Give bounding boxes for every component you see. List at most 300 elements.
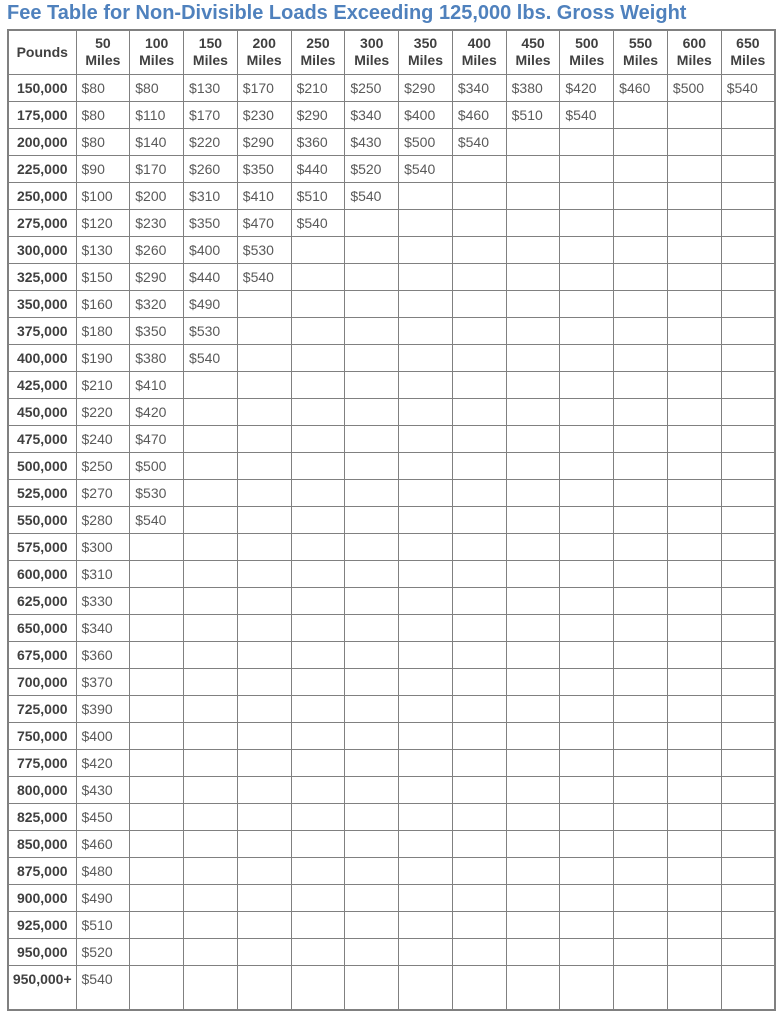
fee-cell [614,668,668,695]
fee-cell [506,128,560,155]
fee-cell [560,938,614,965]
fee-cell: $470 [237,209,291,236]
fee-cell [184,911,238,938]
fee-cell: $520 [76,938,130,965]
fee-cell [506,587,560,614]
fee-cell [667,128,721,155]
fee-cell [184,614,238,641]
fee-cell [614,479,668,506]
fee-cell [721,209,775,236]
fee-cell [667,749,721,776]
fee-cell [560,398,614,425]
fee-cell [614,290,668,317]
fee-cell [399,398,453,425]
fee-cell [506,263,560,290]
fee-cell: $530 [237,236,291,263]
table-row [8,560,775,587]
fee-cell [560,182,614,209]
fee-cell [291,695,345,722]
fee-cell: $270 [76,479,130,506]
fee-cell: $340 [452,74,506,101]
fee-cell [506,317,560,344]
fee-cell: $460 [76,830,130,857]
fee-cell [721,101,775,128]
fee-cell [667,965,721,1010]
pounds-cell: 675,000 [8,641,76,668]
fee-cell [345,803,399,830]
fee-cell [130,884,184,911]
fee-cell: $360 [291,128,345,155]
fee-cell [237,290,291,317]
fee-cell: $290 [399,74,453,101]
fee-cell [721,452,775,479]
fee-cell: $350 [184,209,238,236]
fee-cell [452,749,506,776]
fee-cell [614,884,668,911]
column-header-miles: 300 Miles [345,30,399,74]
table-body [8,74,775,1010]
fee-cell [399,668,453,695]
table-row [8,317,775,344]
fee-cell [560,614,614,641]
fee-cell: $150 [76,263,130,290]
fee-cell [130,776,184,803]
fee-cell: $540 [76,965,130,1010]
fee-cell [452,182,506,209]
pounds-cell: 225,000 [8,155,76,182]
fee-cell [452,344,506,371]
fee-cell: $200 [130,182,184,209]
fee-cell [399,965,453,1010]
fee-cell [560,290,614,317]
fee-cell [667,452,721,479]
pounds-cell: 550,000 [8,506,76,533]
table-row [8,155,775,182]
pounds-cell: 375,000 [8,317,76,344]
fee-cell [506,911,560,938]
fee-cell [560,263,614,290]
fee-cell: $350 [237,155,291,182]
fee-cell [721,695,775,722]
fee-cell [614,344,668,371]
fee-cell [345,857,399,884]
fee-cell [291,533,345,560]
fee-cell [667,398,721,425]
fee-cell: $180 [76,317,130,344]
fee-cell [399,614,453,641]
fee-cell [506,857,560,884]
fee-cell: $420 [560,74,614,101]
table-row [8,938,775,965]
fee-cell [506,182,560,209]
fee-cell [345,695,399,722]
fee-cell [614,182,668,209]
table-row [8,74,775,101]
fee-cell [452,965,506,1010]
fee-cell [452,857,506,884]
fee-cell [291,560,345,587]
table-row [8,128,775,155]
fee-cell [614,830,668,857]
fee-cell: $430 [76,776,130,803]
fee-cell [399,371,453,398]
fee-cell [667,506,721,533]
fee-cell [184,668,238,695]
fee-cell [291,911,345,938]
fee-cell [506,560,560,587]
fee-cell [452,560,506,587]
table-header [8,30,775,74]
table-row [8,857,775,884]
fee-cell: $330 [76,587,130,614]
fee-cell: $80 [76,128,130,155]
fee-cell [452,803,506,830]
fee-cell [506,533,560,560]
fee-cell: $220 [184,128,238,155]
fee-cell [184,722,238,749]
fee-cell [560,155,614,182]
fee-cell [506,965,560,1010]
fee-cell [399,695,453,722]
fee-cell: $290 [130,263,184,290]
fee-cell [291,857,345,884]
table-row [8,506,775,533]
table-row [8,749,775,776]
fee-cell: $220 [76,398,130,425]
fee-cell [399,236,453,263]
fee-cell [130,857,184,884]
fee-cell [614,236,668,263]
fee-cell [345,965,399,1010]
fee-cell [560,452,614,479]
pounds-cell: 775,000 [8,749,76,776]
fee-cell: $430 [345,128,399,155]
fee-cell [506,830,560,857]
fee-cell: $380 [506,74,560,101]
fee-cell [184,479,238,506]
fee-cell [291,668,345,695]
fee-cell [237,803,291,830]
table-row [8,452,775,479]
fee-cell: $250 [345,74,399,101]
fee-cell [237,560,291,587]
fee-cell: $350 [130,317,184,344]
fee-cell [452,290,506,317]
fee-cell [506,290,560,317]
fee-cell [614,749,668,776]
fee-cell [130,830,184,857]
fee-cell [184,587,238,614]
pounds-cell: 325,000 [8,263,76,290]
fee-cell: $190 [76,344,130,371]
fee-cell: $530 [184,317,238,344]
fee-cell [291,290,345,317]
fee-cell [399,938,453,965]
fee-cell [721,425,775,452]
fee-cell [291,263,345,290]
fee-cell: $450 [76,803,130,830]
fee-cell: $310 [76,560,130,587]
fee-cell [345,938,399,965]
fee-cell [399,452,453,479]
fee-cell [560,965,614,1010]
fee-cell [345,344,399,371]
fee-cell [560,533,614,560]
fee-cell [667,668,721,695]
fee-cell [667,290,721,317]
pounds-cell: 600,000 [8,560,76,587]
fee-cell [345,371,399,398]
fee-cell: $470 [130,425,184,452]
fee-cell [184,749,238,776]
table-row [8,884,775,911]
fee-cell: $280 [76,506,130,533]
fee-cell: $160 [76,290,130,317]
column-header-miles: 150 Miles [184,30,238,74]
fee-cell [291,776,345,803]
fee-cell [614,398,668,425]
fee-cell [560,884,614,911]
fee-cell [452,317,506,344]
fee-cell [237,830,291,857]
fee-cell [237,722,291,749]
fee-cell: $230 [237,101,291,128]
column-header-miles: 650 Miles [721,30,775,74]
fee-cell [237,668,291,695]
fee-cell [291,236,345,263]
fee-cell [399,803,453,830]
fee-cell [184,533,238,560]
fee-cell [667,830,721,857]
fee-cell [506,668,560,695]
fee-cell [721,182,775,209]
fee-cell [560,641,614,668]
fee-cell [560,830,614,857]
fee-cell [452,479,506,506]
fee-cell: $410 [130,371,184,398]
fee-cell [399,290,453,317]
table-row [8,965,775,1010]
fee-cell [721,236,775,263]
fee-cell [506,506,560,533]
fee-cell [614,317,668,344]
fee-cell [237,425,291,452]
fee-cell [291,398,345,425]
table-row [8,614,775,641]
fee-cell: $310 [184,182,238,209]
fee-cell [721,965,775,1010]
fee-cell: $130 [184,74,238,101]
fee-cell [560,560,614,587]
fee-cell [667,236,721,263]
fee-cell: $440 [184,263,238,290]
pounds-cell: 825,000 [8,803,76,830]
fee-cell [506,803,560,830]
fee-cell [560,587,614,614]
fee-cell [667,911,721,938]
fee-cell: $510 [76,911,130,938]
fee-cell [237,857,291,884]
table-row [8,182,775,209]
column-header-miles: 200 Miles [237,30,291,74]
fee-cell [399,560,453,587]
fee-cell [130,668,184,695]
fee-cell [130,722,184,749]
fee-cell: $80 [76,101,130,128]
fee-cell [237,398,291,425]
fee-cell: $540 [721,74,775,101]
fee-cell [237,614,291,641]
fee-cell [614,155,668,182]
fee-cell: $100 [76,182,130,209]
fee-cell [237,911,291,938]
fee-cell [184,884,238,911]
pounds-cell: 450,000 [8,398,76,425]
fee-cell: $540 [345,182,399,209]
fee-cell [237,371,291,398]
fee-cell [452,668,506,695]
pounds-cell: 350,000 [8,290,76,317]
fee-cell [721,884,775,911]
fee-cell [452,722,506,749]
fee-cell [614,695,668,722]
fee-cell [667,938,721,965]
fee-cell [184,425,238,452]
fee-cell: $400 [184,236,238,263]
fee-cell [291,344,345,371]
fee-cell: $490 [76,884,130,911]
fee-cell [506,371,560,398]
fee-cell [452,209,506,236]
fee-cell: $410 [237,182,291,209]
fee-cell [452,830,506,857]
fee-cell [291,641,345,668]
fee-cell [614,560,668,587]
fee-cell: $480 [76,857,130,884]
fee-cell [291,425,345,452]
fee-cell [452,263,506,290]
fee-cell [130,938,184,965]
fee-cell [560,749,614,776]
fee-cell [667,371,721,398]
pounds-cell: 900,000 [8,884,76,911]
fee-cell [452,425,506,452]
fee-table [7,29,776,1011]
fee-cell: $500 [399,128,453,155]
fee-cell [345,398,399,425]
pounds-cell: 950,000+ [8,965,76,1010]
fee-cell [614,938,668,965]
table-row [8,533,775,560]
fee-cell [560,722,614,749]
fee-cell: $320 [130,290,184,317]
fee-cell: $500 [130,452,184,479]
fee-cell [345,830,399,857]
fee-cell [399,722,453,749]
column-header-miles: 50 Miles [76,30,130,74]
fee-cell [721,128,775,155]
fee-cell [506,452,560,479]
fee-cell [184,695,238,722]
fee-cell [452,452,506,479]
fee-cell [614,965,668,1010]
table-row [8,101,775,128]
fee-cell [130,965,184,1010]
fee-cell [345,425,399,452]
fee-cell [506,722,560,749]
fee-cell [399,587,453,614]
fee-cell: $390 [76,695,130,722]
pounds-cell: 575,000 [8,533,76,560]
fee-cell [130,560,184,587]
fee-cell [667,344,721,371]
fee-cell: $290 [291,101,345,128]
fee-cell [345,263,399,290]
table-row [8,722,775,749]
fee-cell [345,560,399,587]
fee-cell [237,506,291,533]
fee-cell [399,425,453,452]
fee-cell [399,641,453,668]
fee-cell [506,776,560,803]
fee-cell [130,749,184,776]
fee-cell: $80 [76,74,130,101]
fee-cell: $500 [667,74,721,101]
fee-cell [506,344,560,371]
column-header-miles: 450 Miles [506,30,560,74]
fee-cell [614,587,668,614]
fee-cell [667,209,721,236]
fee-cell [184,371,238,398]
fee-cell [506,641,560,668]
fee-cell [184,830,238,857]
fee-cell [237,317,291,344]
fee-cell [291,452,345,479]
pounds-cell: 650,000 [8,614,76,641]
fee-cell [721,587,775,614]
fee-cell [721,344,775,371]
fee-cell [506,236,560,263]
fee-cell [560,911,614,938]
fee-cell: $420 [130,398,184,425]
fee-cell: $540 [399,155,453,182]
fee-cell [614,506,668,533]
fee-cell [667,155,721,182]
fee-cell [452,614,506,641]
fee-cell [560,695,614,722]
fee-cell [130,587,184,614]
fee-cell [506,209,560,236]
fee-cell [399,263,453,290]
fee-cell [721,641,775,668]
fee-cell [452,371,506,398]
fee-cell [452,884,506,911]
fee-cell [506,479,560,506]
fee-cell [721,911,775,938]
fee-cell: $540 [560,101,614,128]
fee-cell [399,776,453,803]
fee-cell [667,317,721,344]
fee-cell [721,722,775,749]
fee-cell: $240 [76,425,130,452]
fee-cell [399,344,453,371]
fee-cell: $400 [399,101,453,128]
fee-cell: $340 [345,101,399,128]
pounds-cell: 250,000 [8,182,76,209]
fee-cell [130,533,184,560]
fee-cell: $300 [76,533,130,560]
table-row [8,371,775,398]
